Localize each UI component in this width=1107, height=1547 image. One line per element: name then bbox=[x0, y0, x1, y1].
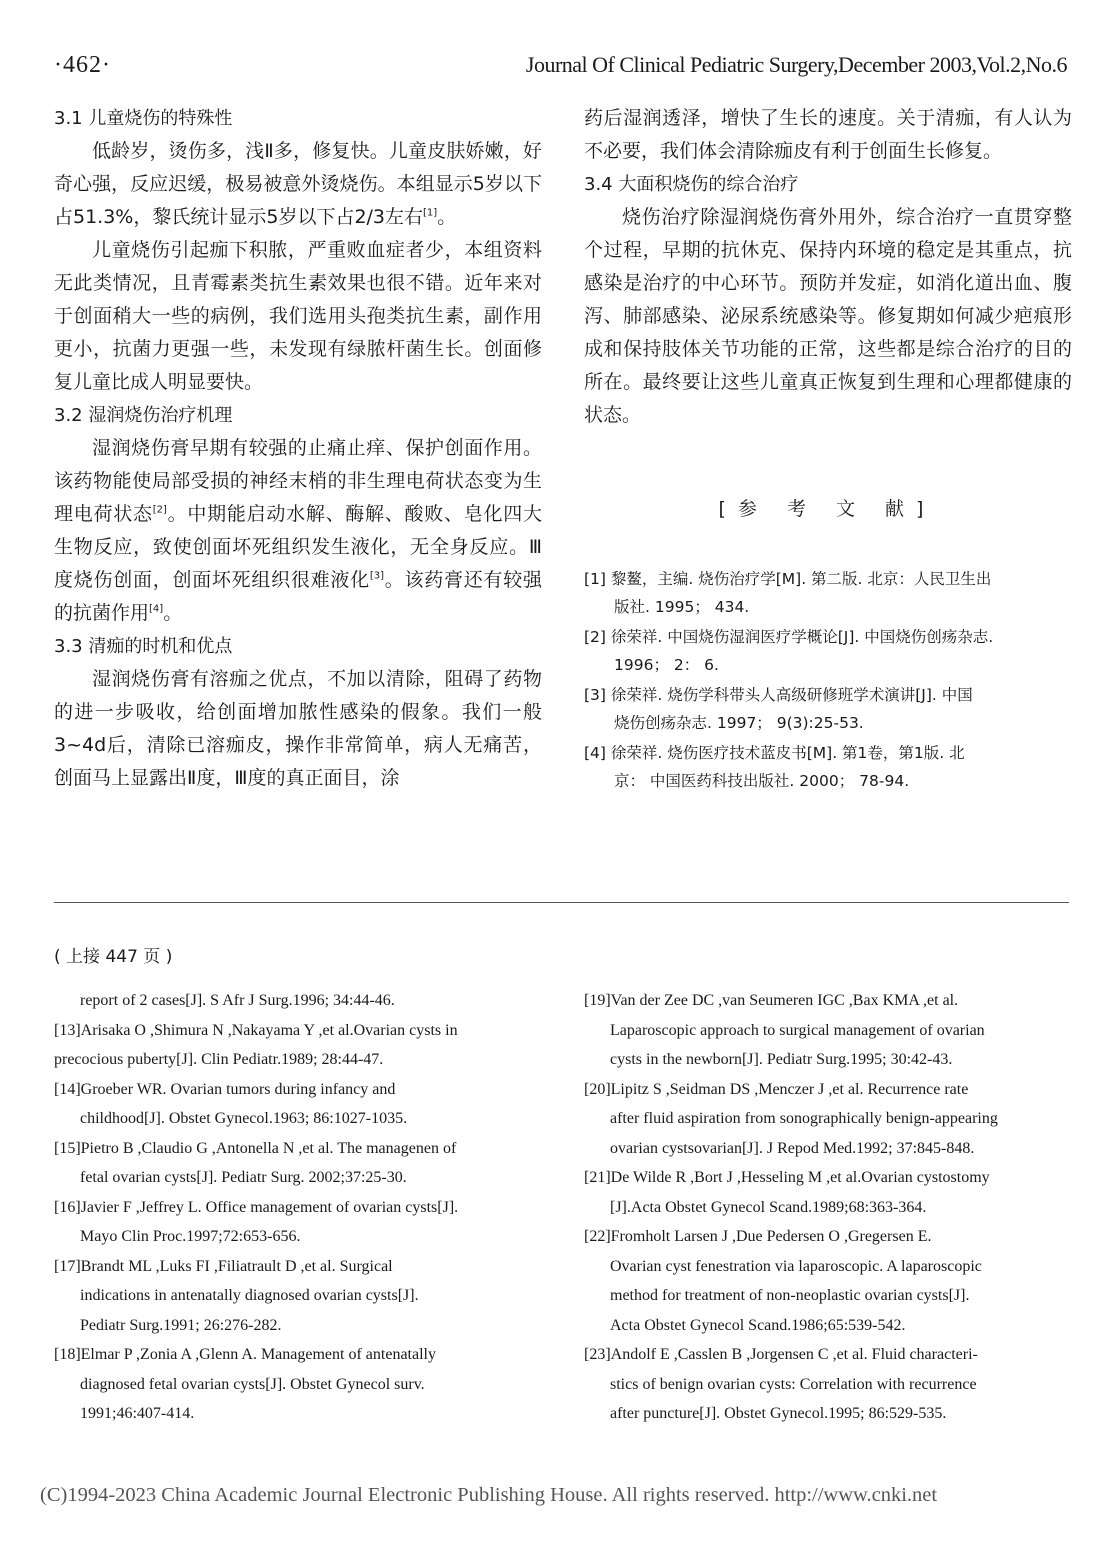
reference-line: 1991;46:407-414. bbox=[80, 1405, 195, 1422]
reference-line: Laparoscopic approach to surgical management of ovarian bbox=[610, 1021, 985, 1039]
paragraph-text: 。中期能启动水解、酶解、酸败、皂化四大生物反应，致使创面坏死组织发生液化，无全身反应。Ⅲ度烧伤创面，创面坏死组织很难液化 bbox=[54, 503, 542, 591]
reference-line: [3] 徐荣祥. 烧伤学科带头人高级研修班学术演讲[J]. 中国 bbox=[584, 686, 973, 704]
reference-line: [18]Elmar P ,Zonia A ,Glenn A. Management of antenatally bbox=[54, 1346, 436, 1363]
reference-line: cysts in the newborn[J]. Pediatr Surg.1995; 30:42-43. bbox=[610, 1051, 953, 1068]
reference-line: precocious puberty[J]. Clin Pediatr.1989; 28:44-47. bbox=[54, 1051, 384, 1068]
reference-item bbox=[584, 1163, 1072, 1222]
section-3-3-paragraph-1: 湿润烧伤膏有溶痂之优点，不加以清除，阻碍了药物的进一步吸收，给创面增加脓性感染的假象。我们一般3~4d后，清除已溶痂皮，操作非常简单，病人无痛苦，创面马上显露出Ⅱ度，Ⅲ度的真正面目，涂 bbox=[54, 668, 542, 789]
citation-3: [3] bbox=[369, 570, 385, 582]
reference-line: Ovarian cyst fenestration via laparoscopic. A laparoscopic bbox=[610, 1257, 982, 1275]
reference-item bbox=[584, 986, 1072, 1075]
reference-line: [16]Javier F ,Jeffrey L. Office management of ovarian cysts[J]. bbox=[54, 1198, 459, 1216]
citation-1: [1] bbox=[423, 207, 438, 219]
reference-line: after puncture[J]. Obstet Gynecol.1995; 86:529-535. bbox=[610, 1405, 947, 1422]
chinese-reference-list bbox=[584, 565, 1070, 797]
reference-line: [17]Brandt ML ,Luks FI ,Filiatrault D ,et al. Surgical bbox=[54, 1257, 393, 1275]
reference-item bbox=[584, 1075, 1072, 1164]
continued-from-note: ( 上接 447 页 ) bbox=[54, 947, 173, 967]
reference-line: Acta Obstet Gynecol Scand.1986;65:539-542. bbox=[610, 1316, 906, 1334]
reference-line: Pediatr Surg.1991; 26:276-282. bbox=[80, 1316, 282, 1334]
reference-line: indications in antenatally diagnosed ovarian cysts[J]. bbox=[80, 1287, 419, 1304]
reference-item bbox=[54, 986, 542, 1016]
reference-line: [14]Groeber WR. Ovarian tumors during infancy and bbox=[54, 1080, 396, 1098]
reference-line: [23]Andolf E ,Casslen B ,Jorgensen C ,et al. Fluid characteri- bbox=[584, 1346, 978, 1363]
paragraph-text: 湿润烧伤膏早期有较强的止痛止痒、保护创面作用。该药物能使局部受损的神经末梢的非生理电荷状态变为生理电荷状态 bbox=[54, 437, 542, 525]
paragraph-text: 。该药膏还有较强的抗菌作用 bbox=[54, 569, 542, 624]
citation-4: [4] bbox=[149, 603, 164, 615]
reference-line: [13]Arisaka O ,Shimura N ,Nakayama Y ,et al.Ovarian cysts in bbox=[54, 1021, 458, 1039]
english-reference-list-left bbox=[54, 986, 542, 1429]
reference-line: [22]Fromholt Larsen J ,Due Pedersen O ,Gregersen E. bbox=[584, 1228, 932, 1245]
reference-item bbox=[584, 1340, 1072, 1429]
paragraph-text: 低龄岁，烫伤多，浅Ⅱ多，修复快。儿童皮肤娇嫩，好奇心强，反应迟缓，极易被意外烫烧伤。本组显示5岁以下占51.3%，黎氏统计显示5岁以下占2/3左右 bbox=[54, 140, 542, 228]
reference-line: [1] 黎鳌，主编. 烧伤治疗学[M]. 第二版. 北京：人民卫生出 bbox=[584, 570, 992, 588]
section-divider bbox=[54, 902, 1069, 903]
section-3-1-paragraph-1 bbox=[54, 135, 542, 234]
reference-item bbox=[54, 1193, 542, 1252]
reference-line: [4] 徐荣祥. 烧伤医疗技术蓝皮书[M]. 第1卷，第1版. 北 bbox=[584, 744, 965, 762]
reference-line: report of 2 cases[J]. S Afr J Surg.1996; 34:44-46. bbox=[80, 992, 395, 1009]
section-3-4-heading: 3.4 大面积烧伤的综合治疗 bbox=[584, 174, 799, 195]
reference-line: Mayo Clin Proc.1997;72:653-656. bbox=[80, 1228, 301, 1245]
reference-line: [21]De Wilde R ,Bort J ,Hesseling M ,et al.Ovarian cystostomy bbox=[584, 1169, 990, 1186]
reference-line: [J].Acta Obstet Gynecol Scand.1989;68:363-364. bbox=[610, 1198, 927, 1216]
english-reference-list-right bbox=[584, 986, 1072, 1429]
reference-item bbox=[584, 681, 1070, 737]
reference-line: childhood[J]. Obstet Gynecol.1963; 86:1027-1035. bbox=[80, 1110, 408, 1127]
section-3-3-heading: 3.3 清痂的时机和优点 bbox=[54, 636, 233, 657]
reference-line: [20]Lipitz S ,Seidman DS ,Menczer J ,et al. Recurrence rate bbox=[584, 1080, 969, 1098]
section-3-2-paragraph-1 bbox=[54, 432, 542, 630]
section-3-2-heading: 3.2 湿润烧伤治疗机理 bbox=[54, 405, 233, 426]
reference-item bbox=[54, 1252, 542, 1341]
reference-item bbox=[54, 1016, 542, 1075]
reference-line: stics of benign ovarian cysts: Correlation with recurrence bbox=[610, 1375, 977, 1393]
journal-running-header: Journal Of Clinical Pediatric Surgery,December 2003,Vol.2,No.6 bbox=[525, 52, 1067, 77]
right-text-column bbox=[584, 102, 1072, 432]
reference-item bbox=[584, 1222, 1072, 1340]
reference-line: method for treatment of non-neoplastic ovarian cysts[J]. bbox=[610, 1287, 970, 1304]
reference-line: [19]Van der Zee DC ,van Seumeren IGC ,Bax KMA ,et al. bbox=[584, 992, 959, 1009]
left-text-column bbox=[54, 102, 542, 795]
reference-item bbox=[54, 1340, 542, 1429]
page-number: ·462· bbox=[54, 52, 111, 78]
paragraph-end: 。 bbox=[163, 602, 183, 624]
section-3-3-continued: 药后湿润透泽，增快了生长的速度。关于清痂，有人认为不必要，我们体会清除痂皮有利于创面生长修复。 bbox=[584, 107, 1072, 162]
reference-line: ovarian cystsovarian[J]. J Repod Med.1992; 37:845-848. bbox=[610, 1139, 975, 1157]
reference-item bbox=[54, 1075, 542, 1134]
section-3-4-paragraph-1: 烧伤治疗除湿润烧伤膏外用外，综合治疗一直贯穿整个过程，早期的抗休克、保持内环境的稳定是其重点，抗感染是治疗的中心环节。预防并发症，如消化道出血、腹泻、肺部感染、泌尿系统感染等。修复期如何减少疤痕形成和保持肢体关节功能的正常，这些都是综合治疗的目的所在。最终要让这些儿童真正恢复到生理和心理都健康的状态。 bbox=[584, 206, 1072, 426]
paragraph-end: 。 bbox=[437, 206, 457, 228]
reference-line: fetal ovarian cysts[J]. Pediatr Surg. 2002;37:25-30. bbox=[80, 1169, 407, 1186]
copyright-footer: (C)1994-2023 China Academic Journal Electronic Publishing House. All rights reserved. http://www.cnki.net bbox=[40, 1484, 938, 1506]
reference-item bbox=[54, 1134, 542, 1193]
reference-line: 版社. 1995； 434. bbox=[614, 598, 750, 616]
reference-line: 京： 中国医药科技出版社. 2000； 78-94. bbox=[614, 772, 910, 790]
section-3-1-paragraph-2: 儿童烧伤引起痂下积脓，严重败血症者少，本组资料无此类情况，且青霉素类抗生素效果也很不错。近年来对于创面稍大一些的病例，我们选用头孢类抗生素，副作用更小，抗菌力更强一些，未发现有绿脓杆菌生长。创面修复儿童比成人明显要快。 bbox=[54, 239, 542, 393]
reference-item bbox=[584, 623, 1070, 679]
reference-item bbox=[584, 739, 1070, 795]
reference-line: after fluid aspiration from sonographically benign-appearing bbox=[610, 1110, 998, 1127]
citation-2: [2] bbox=[152, 504, 167, 516]
reference-item bbox=[584, 565, 1070, 621]
references-heading: [参 考 文 献] bbox=[718, 498, 936, 520]
reference-line: diagnosed fetal ovarian cysts[J]. Obstet Gynecol surv. bbox=[80, 1375, 425, 1393]
reference-line: 烧伤创疡杂志. 1997； 9(3):25-53. bbox=[614, 714, 864, 732]
section-3-1-heading: 3.1 儿童烧伤的特殊性 bbox=[54, 108, 233, 129]
reference-line: [2] 徐荣祥. 中国烧伤湿润医疗学概论[J]. 中国烧伤创疡杂志. bbox=[584, 628, 994, 646]
reference-line: [15]Pietro B ,Claudio G ,Antonella N ,et al. The managenen of bbox=[54, 1139, 457, 1157]
reference-line: 1996； 2： 6. bbox=[614, 656, 719, 674]
